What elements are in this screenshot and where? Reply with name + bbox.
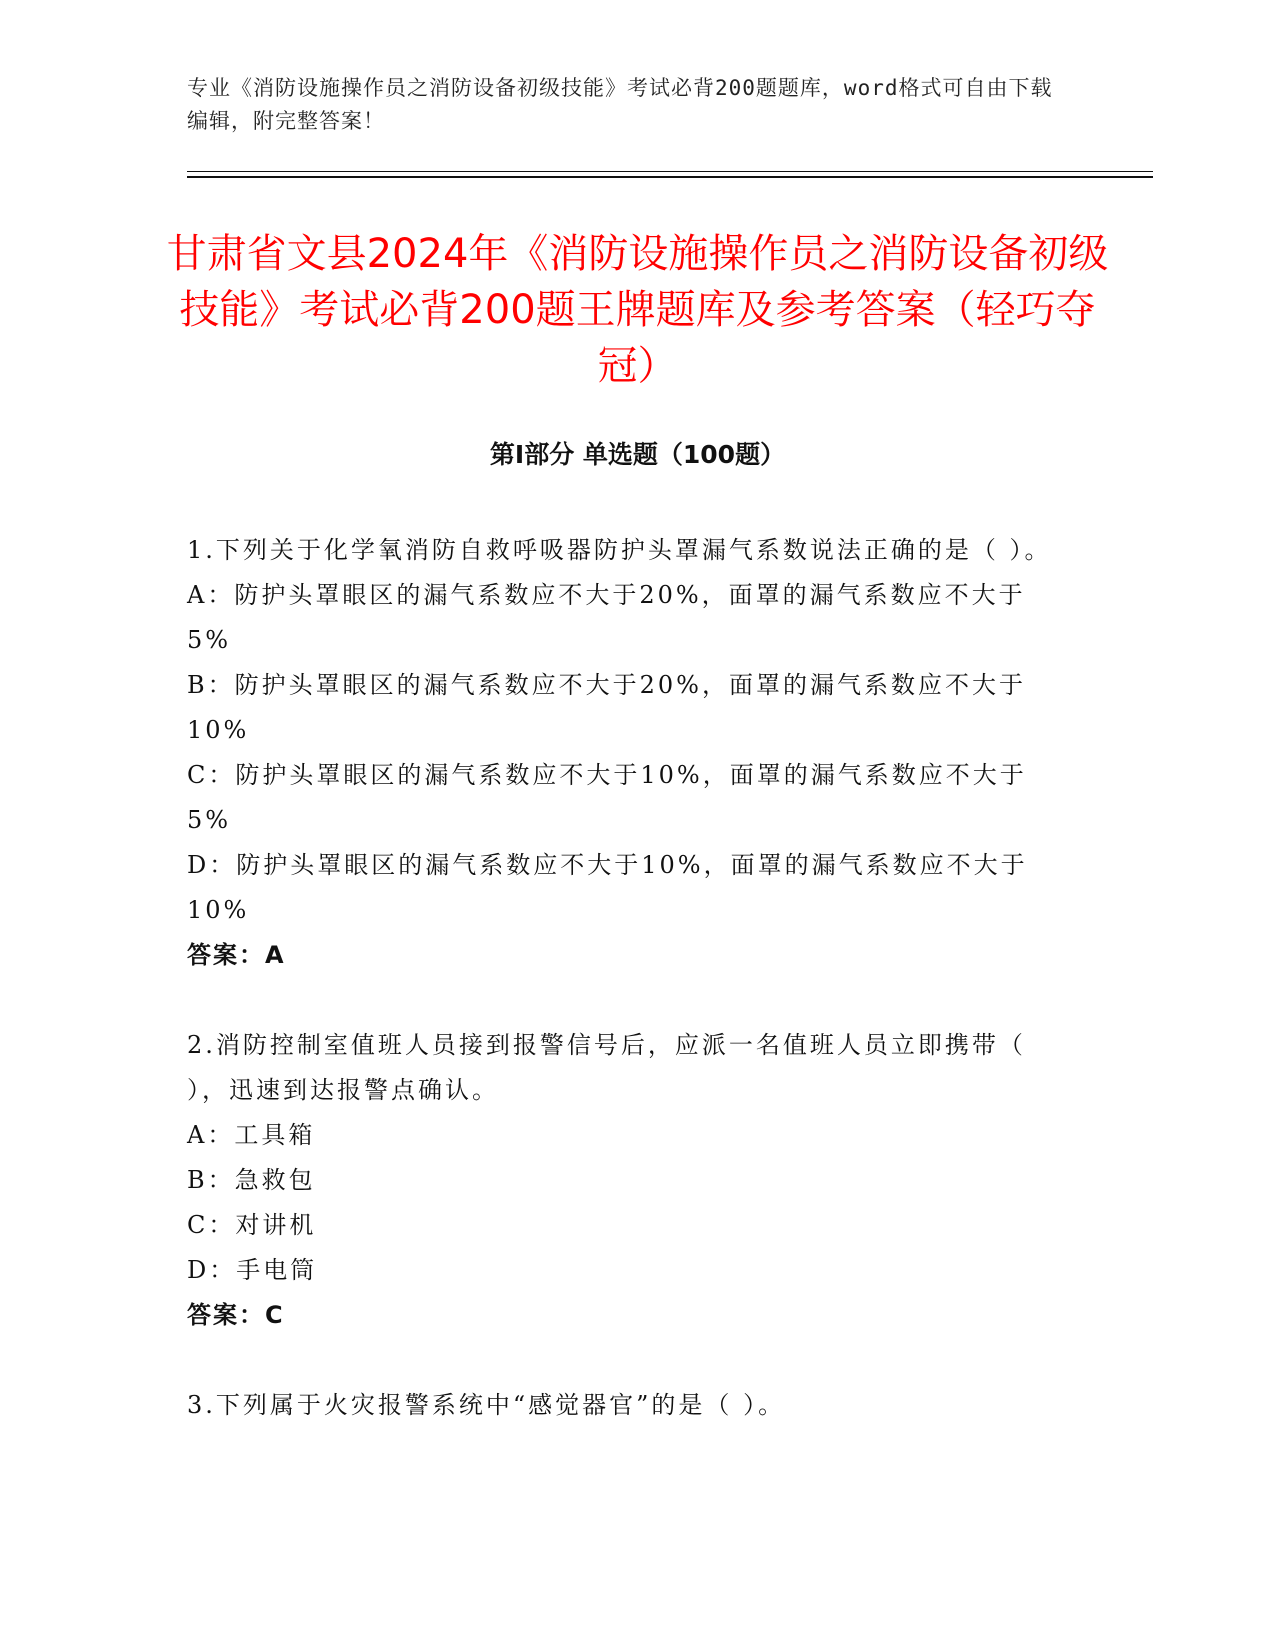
question-item	[187, 1383, 1067, 1428]
question-stem: 1.下列关于化学氧消防自救呼吸器防护头罩漏气系数说法正确的是（ ）。	[187, 536, 1052, 564]
section-heading: 第I部分 单选题（100题）	[489, 440, 786, 469]
question-stem: 2.消防控制室值班人员接到报警信号后，应派一名值班人员立即携带（ ），迅速到达报警点确认。	[187, 1031, 1026, 1104]
question-answer: 答案：A	[187, 941, 286, 969]
question-option-c: C：防护头罩眼区的漏气系数应不大于10%，面罩的漏气系数应不大于5%	[187, 761, 1027, 834]
question-option-b: B：防护头罩眼区的漏气系数应不大于20%，面罩的漏气系数应不大于10%	[187, 671, 1026, 744]
question-item	[187, 1023, 1067, 1338]
question-spacer	[187, 978, 1067, 1023]
question-option-c: C：对讲机	[187, 1211, 317, 1239]
question-stem: 3.下列属于火灾报警系统中“感觉器官”的是（ ）。	[187, 1391, 786, 1419]
document-title: 甘肃省文县2024年《消防设施操作员之消防设备初级技能》考试必背200题王牌题库及参考答案（轻巧夺冠）	[166, 231, 1109, 389]
question-option-d: D：手电筒	[187, 1256, 318, 1284]
header-divider-thin	[187, 171, 1153, 172]
question-spacer	[187, 1338, 1067, 1383]
question-option-a: A：防护头罩眼区的漏气系数应不大于20%，面罩的漏气系数应不大于5%	[187, 581, 1026, 654]
header-note: 专业《消防设施操作员之消防设备初级技能》考试必背200题题库，word格式可自由下载编辑，附完整答案！	[187, 76, 1053, 133]
question-item	[187, 528, 1067, 978]
question-option-b: B：急救包	[187, 1166, 316, 1194]
question-answer: 答案：C	[187, 1301, 285, 1329]
header-divider-thick	[187, 176, 1153, 178]
question-option-d: D：防护头罩眼区的漏气系数应不大于10%，面罩的漏气系数应不大于10%	[187, 851, 1028, 924]
question-option-a: A：工具箱	[187, 1121, 316, 1149]
question-list	[187, 528, 1067, 1428]
